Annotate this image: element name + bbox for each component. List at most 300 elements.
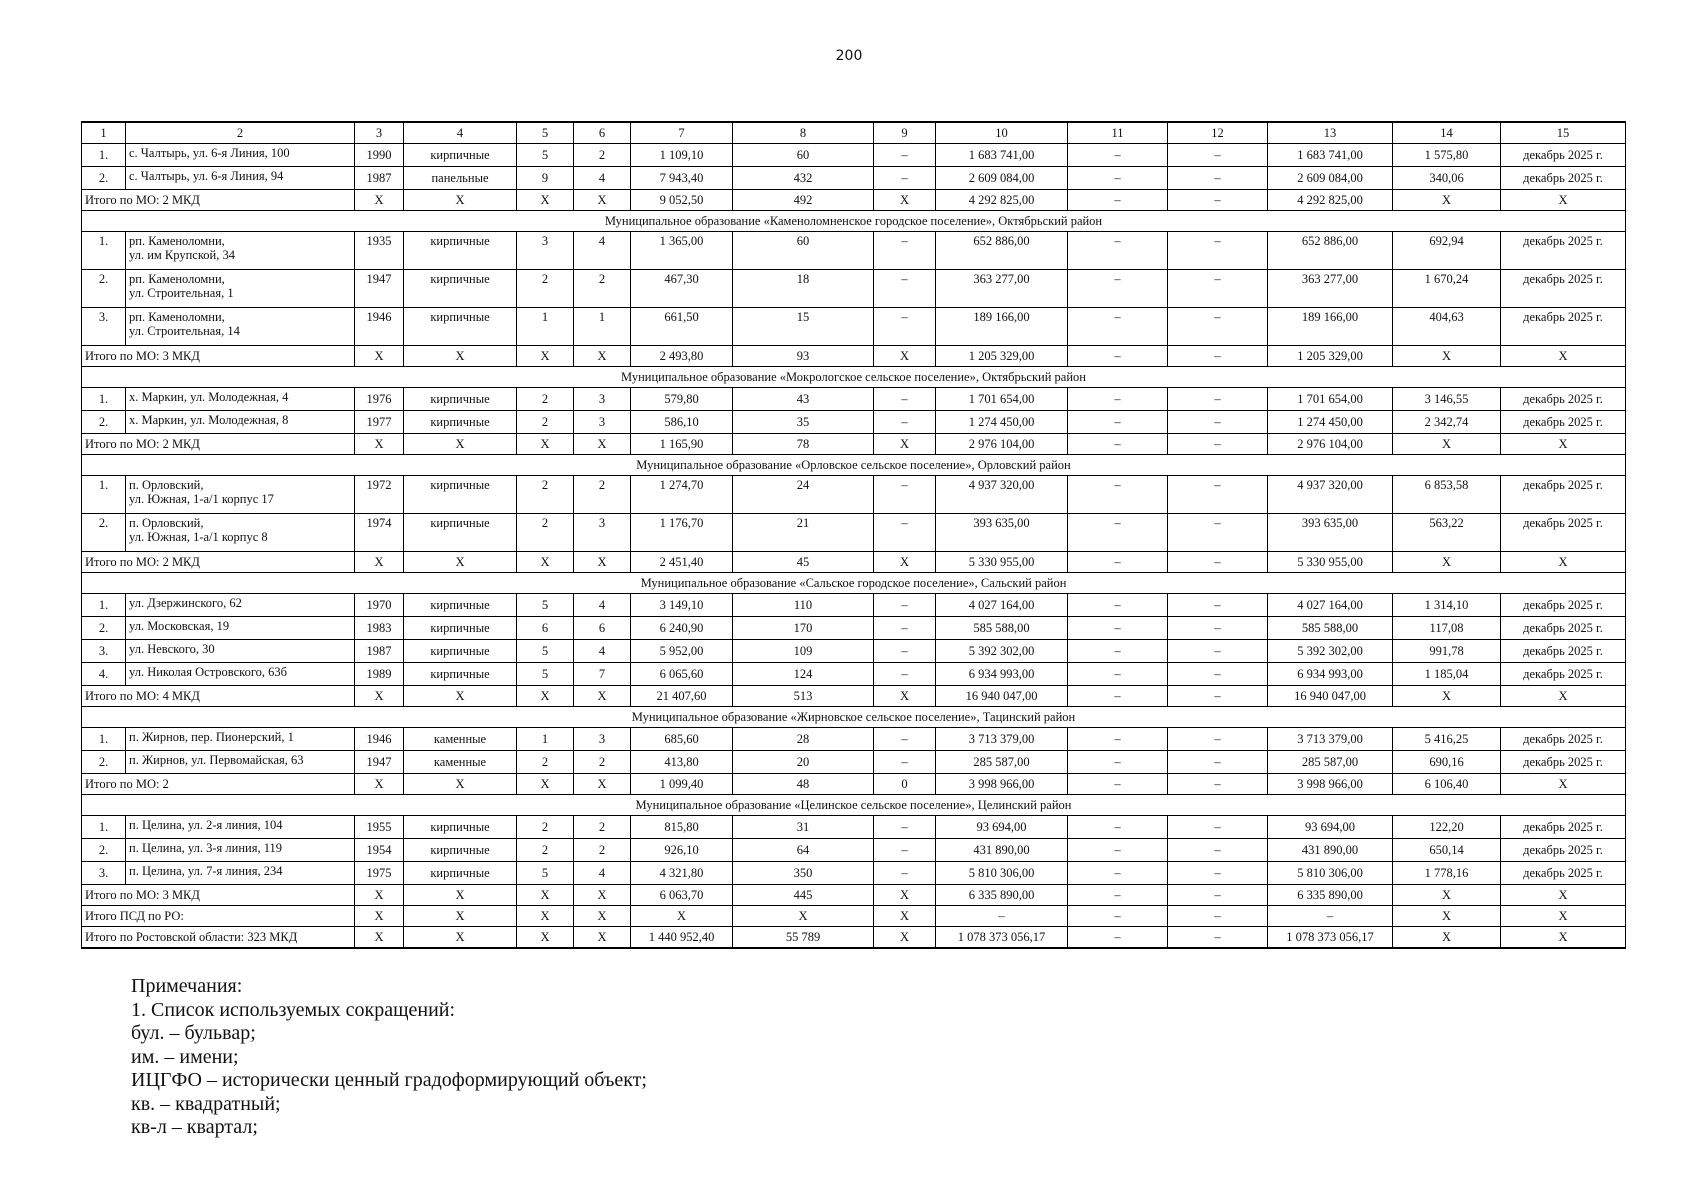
table-cell: – [1068,232,1168,270]
table-cell: – [874,751,936,774]
table-row [82,167,1626,190]
table-cell: кирпичные [404,144,517,167]
section-header-row [82,795,1626,816]
table-cell: 4 [574,167,631,190]
table-cell: X [574,552,631,573]
table-cell: – [874,640,936,663]
table-cell: 2 609 084,00 [1268,167,1393,190]
table-cell: декабрь 2025 г. [1501,862,1626,885]
table-cell: 5 330 955,00 [1268,552,1393,573]
table-cell: кирпичные [404,617,517,640]
column-header: 3 [355,122,404,144]
table-cell: 5 [517,594,574,617]
table-cell: 3 146,55 [1393,388,1501,411]
table-cell: каменные [404,728,517,751]
table-cell: 1 670,24 [1393,270,1501,308]
notes-section [131,975,647,1140]
table-cell: 404,63 [1393,308,1501,346]
table-cell: 4 027 164,00 [936,594,1068,617]
table-cell: – [874,167,936,190]
table-cell: X [517,434,574,455]
subtotal-label: Итого ПСД по РО: [82,906,355,927]
table-cell: декабрь 2025 г. [1501,411,1626,434]
table-cell: – [1068,839,1168,862]
table-cell: – [1068,885,1168,906]
address-cell: п. Жирнов, пер. Пионерский, 1 [126,728,355,751]
table-cell: X [404,190,517,211]
table-cell: кирпичные [404,388,517,411]
table-cell: – [1068,476,1168,514]
table-cell: 2 451,40 [631,552,733,573]
table-cell: 692,94 [1393,232,1501,270]
table-cell: 4 [574,640,631,663]
table-cell: 1989 [355,663,404,686]
table-cell: 6 853,58 [1393,476,1501,514]
table-cell: X [517,552,574,573]
table-cell: X [631,906,733,927]
table-cell: декабрь 2025 г. [1501,388,1626,411]
table-cell: 110 [733,594,874,617]
address-cell [126,308,355,346]
table-cell: 1 701 654,00 [1268,388,1393,411]
table-cell: 340,06 [1393,167,1501,190]
table-cell: X [1501,434,1626,455]
table-cell: 350 [733,862,874,885]
table-cell: 2 [517,816,574,839]
table-cell: 93 [733,346,874,367]
table-cell: 6 [574,617,631,640]
table-cell: X [574,190,631,211]
table-cell: X [574,906,631,927]
table-cell: 2 [574,144,631,167]
table-cell: X [517,927,574,949]
table-cell: 1987 [355,167,404,190]
subtotal-row [82,927,1626,949]
table-row [82,411,1626,434]
table-cell: X [404,686,517,707]
row-number: 2. [82,751,126,774]
table-cell: 652 886,00 [1268,232,1393,270]
table-cell: X [1501,906,1626,927]
table-row [82,728,1626,751]
table-cell: – [1168,594,1268,617]
table-cell: X [1393,346,1501,367]
table-cell: – [874,232,936,270]
table-cell: 2 [574,751,631,774]
table-cell: каменные [404,751,517,774]
table-cell: – [1068,346,1168,367]
table-cell: 4 [574,862,631,885]
address-cell [126,232,355,270]
column-header: 6 [574,122,631,144]
table-cell: 661,50 [631,308,733,346]
table-cell: – [1068,728,1168,751]
section-title: Муниципальное образование «Сальское городское поселение», Сальский район [82,573,1626,594]
address-cell: х. Маркин, ул. Молодежная, 4 [126,388,355,411]
table-cell: 1 274,70 [631,476,733,514]
table-cell: – [874,270,936,308]
table-cell: X [574,434,631,455]
table-cell: 467,30 [631,270,733,308]
table-cell: 5 [517,640,574,663]
address-cell: с. Чалтырь, ул. 6-я Линия, 100 [126,144,355,167]
table-cell: – [874,839,936,862]
table-cell: – [1168,270,1268,308]
table-cell: X [574,686,631,707]
table-cell: – [1168,885,1268,906]
address-cell: ул. Невского, 30 [126,640,355,663]
address-cell: ул. Дзержинского, 62 [126,594,355,617]
table-cell: 2 [574,270,631,308]
table-cell: – [1168,308,1268,346]
table-cell: 43 [733,388,874,411]
table-cell: – [874,728,936,751]
table-cell: декабрь 2025 г. [1501,308,1626,346]
row-number: 4. [82,663,126,686]
table-cell: X [874,434,936,455]
table-cell: X [355,346,404,367]
table-cell: X [355,686,404,707]
table-row [82,594,1626,617]
table-cell: 4 292 825,00 [936,190,1068,211]
table-cell: – [874,617,936,640]
column-header: 4 [404,122,517,144]
table-cell: 55 789 [733,927,874,949]
subtotal-row [82,885,1626,906]
table-cell: 21 [733,514,874,552]
table-cell: декабрь 2025 г. [1501,816,1626,839]
table-cell: – [874,663,936,686]
table-cell: 4 292 825,00 [1268,190,1393,211]
section-header-row [82,707,1626,728]
table-cell: – [1168,751,1268,774]
section-title: Муниципальное образование «Мокрологское сельское поселение», Октябрьский район [82,367,1626,388]
table-cell: X [404,552,517,573]
table-cell: – [874,411,936,434]
table-cell: декабрь 2025 г. [1501,144,1626,167]
table-row [82,839,1626,862]
table-cell: X [874,927,936,949]
column-header: 8 [733,122,874,144]
table-cell: X [1501,346,1626,367]
table-cell: 413,80 [631,751,733,774]
table-cell: – [1168,514,1268,552]
column-header: 12 [1168,122,1268,144]
table-cell: – [1168,190,1268,211]
table-cell: – [1168,862,1268,885]
table-cell: 1990 [355,144,404,167]
table-cell: 1 365,00 [631,232,733,270]
table-cell: 9 [517,167,574,190]
table-cell: 1946 [355,728,404,751]
table-cell: 1 099,40 [631,774,733,795]
address-cell: п. Целина, ул. 7-я линия, 234 [126,862,355,885]
table-cell: X [404,885,517,906]
table-cell: X [574,346,631,367]
table-cell: кирпичные [404,308,517,346]
table-cell: 393 635,00 [1268,514,1393,552]
address-cell: с. Чалтырь, ул. 6-я Линия, 94 [126,167,355,190]
table-cell: X [1393,906,1501,927]
table-cell: – [1168,617,1268,640]
table-cell: 28 [733,728,874,751]
column-header: 5 [517,122,574,144]
table-cell: 1 205 329,00 [1268,346,1393,367]
table-cell: 1947 [355,751,404,774]
table-row [82,862,1626,885]
table-cell: – [874,862,936,885]
table-cell: – [1168,686,1268,707]
table-cell: – [1068,774,1168,795]
table-cell: 2 342,74 [1393,411,1501,434]
row-number: 2. [82,514,126,552]
address-line: ул. Строительная, 14 [129,324,240,338]
table-cell: 685,60 [631,728,733,751]
table-cell: 4 937 320,00 [936,476,1068,514]
address-line: рп. Каменоломни, [129,310,225,324]
table-cell: X [733,906,874,927]
table-cell: декабрь 2025 г. [1501,232,1626,270]
table-cell: декабрь 2025 г. [1501,663,1626,686]
table-cell: X [517,885,574,906]
table-cell: – [1168,167,1268,190]
table-cell: 815,80 [631,816,733,839]
table-cell: декабрь 2025 г. [1501,167,1626,190]
table-cell: – [874,388,936,411]
column-header: 9 [874,122,936,144]
table-cell: X [404,927,517,949]
table-cell: X [355,774,404,795]
subtotal-label: Итого по МО: 3 МКД [82,885,355,906]
table-cell: 15 [733,308,874,346]
table-cell: 2 [517,388,574,411]
table-cell: – [936,906,1068,927]
table-cell: 1 701 654,00 [936,388,1068,411]
table-cell: 1 165,90 [631,434,733,455]
table-row [82,144,1626,167]
row-number: 3. [82,640,126,663]
column-header: 2 [126,122,355,144]
table-cell: 492 [733,190,874,211]
row-number: 1. [82,388,126,411]
table-cell: 18 [733,270,874,308]
table-cell: X [404,434,517,455]
row-number: 1. [82,144,126,167]
table-cell: – [1068,434,1168,455]
section-header-row [82,455,1626,476]
table-cell: 16 940 047,00 [1268,686,1393,707]
table-cell: 78 [733,434,874,455]
table-cell: – [1068,927,1168,949]
table-cell: 1 575,80 [1393,144,1501,167]
table-cell: – [1068,906,1168,927]
table-cell: кирпичные [404,270,517,308]
table-cell: – [1068,270,1168,308]
table-cell: 5 392 302,00 [1268,640,1393,663]
address-cell [126,270,355,308]
table-cell: X [355,906,404,927]
table-cell: X [874,346,936,367]
table-cell: 16 940 047,00 [936,686,1068,707]
note-line: ИЦГФО – исторически ценный градоформирующий объект; [131,1069,647,1091]
table-cell: 170 [733,617,874,640]
table-cell: 4 321,80 [631,862,733,885]
table-cell: – [1168,411,1268,434]
table-cell: 7 [574,663,631,686]
table-cell: 690,16 [1393,751,1501,774]
table-cell: 1 078 373 056,17 [936,927,1068,949]
table-cell: X [874,686,936,707]
table-row [82,751,1626,774]
section-title: Муниципальное образование «Орловское сельское поселение», Орловский район [82,455,1626,476]
table-cell: 3 713 379,00 [936,728,1068,751]
table-cell: X [574,774,631,795]
table-cell: 1974 [355,514,404,552]
table-cell: 5 416,25 [1393,728,1501,751]
table-cell: 3 149,10 [631,594,733,617]
table-cell: 1972 [355,476,404,514]
table-cell: X [1501,552,1626,573]
address-line: п. Орловский, [129,478,204,492]
table-cell: 5 952,00 [631,640,733,663]
row-number: 1. [82,476,126,514]
table-cell: – [1168,434,1268,455]
table-cell: 285 587,00 [1268,751,1393,774]
table-cell: 363 277,00 [936,270,1068,308]
table-cell: 48 [733,774,874,795]
table-cell: X [517,686,574,707]
table-cell: 1 205 329,00 [936,346,1068,367]
column-header: 14 [1393,122,1501,144]
table-cell: 2 [517,839,574,862]
table-cell: – [1068,816,1168,839]
table-cell: – [1068,663,1168,686]
address-cell: п. Жирнов, ул. Первомайская, 63 [126,751,355,774]
table-cell: 5 [517,862,574,885]
address-line: п. Орловский, [129,516,204,530]
table-cell: 363 277,00 [1268,270,1393,308]
table-cell: 585 588,00 [1268,617,1393,640]
table-cell: – [1168,663,1268,686]
table-cell: X [517,774,574,795]
table-cell: 431 890,00 [936,839,1068,862]
section-header-row [82,573,1626,594]
table-cell: X [404,774,517,795]
table-cell: 650,14 [1393,839,1501,862]
row-number: 1. [82,594,126,617]
table-cell: X [1393,190,1501,211]
table-row [82,270,1626,308]
address-line: ул. Южная, 1-а/1 корпус 8 [129,530,268,544]
table-cell: декабрь 2025 г. [1501,270,1626,308]
table-cell: 1970 [355,594,404,617]
table-cell: X [1501,927,1626,949]
table-cell: 3 998 966,00 [1268,774,1393,795]
table-cell: X [874,906,936,927]
table-cell: – [1068,640,1168,663]
address-cell: п. Целина, ул. 2-я линия, 104 [126,816,355,839]
table-cell: кирпичные [404,640,517,663]
table-cell: 189 166,00 [1268,308,1393,346]
table-cell: 1 [517,308,574,346]
table-cell: 1 [517,728,574,751]
subtotal-row [82,552,1626,573]
table-cell: 285 587,00 [936,751,1068,774]
table-cell: кирпичные [404,514,517,552]
table-cell: 5 330 955,00 [936,552,1068,573]
section-header-row [82,211,1626,232]
table-cell: 2 [574,476,631,514]
table-cell: 1935 [355,232,404,270]
section-header-row [82,367,1626,388]
table-cell: 1 440 952,40 [631,927,733,949]
column-header: 1 [82,122,126,144]
row-number: 1. [82,728,126,751]
address-cell: ул. Московская, 19 [126,617,355,640]
table-cell: 9 052,50 [631,190,733,211]
table-cell: 60 [733,144,874,167]
table-cell: 2 [517,476,574,514]
table-cell: X [1501,190,1626,211]
table-cell: 6 106,40 [1393,774,1501,795]
subtotal-label: Итого по Ростовской области: 323 МКД [82,927,355,949]
table-cell: – [1068,552,1168,573]
subtotal-row [82,190,1626,211]
table-cell: – [1168,728,1268,751]
table-cell: декабрь 2025 г. [1501,640,1626,663]
table-cell: 1 176,70 [631,514,733,552]
table-cell: 21 407,60 [631,686,733,707]
table-cell: 3 [574,514,631,552]
table-cell: 3 [574,411,631,434]
table-cell: 1 185,04 [1393,663,1501,686]
column-header: 7 [631,122,733,144]
table-cell: кирпичные [404,862,517,885]
note-line: кв. – квадратный; [131,1092,281,1115]
table-cell: панельные [404,167,517,190]
table-cell: – [874,816,936,839]
table-cell: 4 937 320,00 [1268,476,1393,514]
table-cell: 6 335 890,00 [936,885,1068,906]
address-line: ул. Южная, 1-а/1 корпус 17 [129,492,274,506]
table-cell: кирпичные [404,839,517,862]
table-cell: 2 493,80 [631,346,733,367]
subtotal-label: Итого по МО: 2 [82,774,355,795]
table-cell: 1 274 450,00 [936,411,1068,434]
table-cell: X [1393,686,1501,707]
table-cell: 1977 [355,411,404,434]
table-cell: 117,08 [1393,617,1501,640]
table-cell: 6 934 993,00 [936,663,1068,686]
table-cell: 585 588,00 [936,617,1068,640]
address-line: рп. Каменоломни, [129,234,225,248]
table-cell: X [355,927,404,949]
row-number: 3. [82,308,126,346]
table-cell: 1946 [355,308,404,346]
table-cell: – [1168,906,1268,927]
table-cell: 2 [517,270,574,308]
table-cell: – [874,308,936,346]
table-cell: декабрь 2025 г. [1501,514,1626,552]
table-cell: 4 [574,232,631,270]
table-cell: – [1068,388,1168,411]
table-cell: – [1168,232,1268,270]
table-cell: 431 890,00 [1268,839,1393,862]
table-cell: X [517,906,574,927]
table-cell: 2 [517,514,574,552]
table-cell: 6 [517,617,574,640]
table-cell: 3 713 379,00 [1268,728,1393,751]
